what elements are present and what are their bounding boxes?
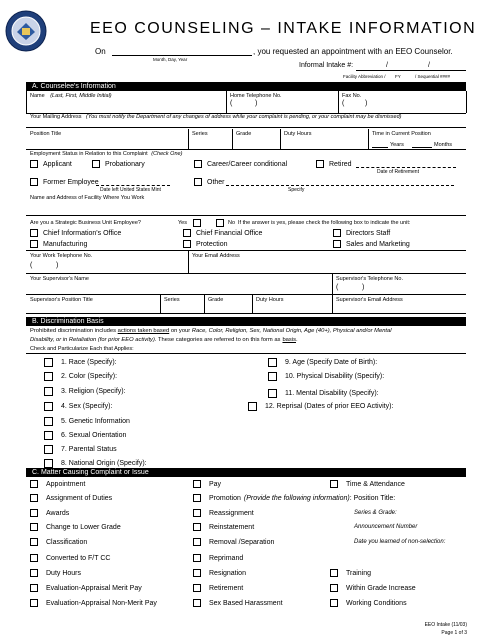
intro-emphasis: actions taken based xyxy=(117,328,170,334)
issue-label: Pay xyxy=(209,480,222,488)
intro-part: Prohibited discrimination includes xyxy=(30,328,117,334)
fax-close-paren: ) xyxy=(365,100,368,107)
checkbox-box[interactable] xyxy=(44,417,53,426)
intro-period: . xyxy=(296,337,298,343)
issue-label: Assignment of Duties xyxy=(46,494,113,502)
section-a-header: A. Counselee's Information xyxy=(26,82,466,91)
checkbox-box[interactable] xyxy=(44,459,53,468)
issue-merit-pay-checkbox[interactable] xyxy=(30,584,142,592)
checkbox-box[interactable] xyxy=(92,160,100,168)
check-one-hint: (Check One) xyxy=(151,151,183,157)
strategic-no-label: No xyxy=(228,220,236,226)
months-field[interactable] xyxy=(412,147,432,148)
checkbox-box[interactable] xyxy=(248,402,257,411)
basis-label: 7. Parental Status xyxy=(61,446,117,453)
strategic-yes-label: Yes xyxy=(178,220,187,226)
applicant-label: Applicant xyxy=(43,160,72,168)
promotion-hint: (Provide the following information) xyxy=(243,494,350,502)
checkbox-box[interactable] xyxy=(30,538,38,546)
checkbox-box[interactable] xyxy=(193,523,201,531)
intro-bases-2: Disability, or in Retaliation (for prior EEO activity). xyxy=(30,337,157,343)
form-identifier: EEO Intake (11/03) xyxy=(424,622,467,628)
specify-caption: Specify xyxy=(288,187,305,193)
checkbox-box[interactable] xyxy=(193,569,201,577)
unit-label: Directors Staff xyxy=(346,229,391,237)
basis-label: 3. Religion (Specify): xyxy=(61,388,126,395)
strategic-question: Are you a Strategic Business Unit Employee? xyxy=(30,220,141,226)
issue-label: Promotion xyxy=(209,494,241,502)
unit-checkbox-cio[interactable] xyxy=(30,229,121,237)
home-phone-field[interactable] xyxy=(235,100,330,110)
issue-label: Evaluation-Appraisal Non-Merit Pay xyxy=(46,599,157,607)
promotion-tail: : Position Title: xyxy=(349,494,396,502)
page-number: Page 1 of 3 xyxy=(441,630,467,636)
date-of-retirement-caption: Date of Retirement xyxy=(377,169,419,175)
issue-label: Reinstatement xyxy=(209,523,255,531)
checkbox-box[interactable] xyxy=(44,387,53,396)
appointment-date-field[interactable] xyxy=(112,55,252,56)
basis-reprisal-checkbox[interactable] xyxy=(248,402,393,411)
checkbox-box[interactable] xyxy=(193,509,201,517)
intro-line-1 xyxy=(30,327,466,336)
checkbox-box[interactable] xyxy=(268,358,277,367)
duty-hours-label: Duty Hours xyxy=(284,131,312,137)
supervisor-email-label: Supervisor's Email Address xyxy=(336,297,403,303)
name-label xyxy=(30,93,112,99)
checkbox-box[interactable] xyxy=(30,569,38,577)
mailing-address-label xyxy=(30,114,402,120)
issue-label: Reprimand xyxy=(209,554,244,562)
unit-checkbox-sales[interactable] xyxy=(333,240,410,248)
intake-slash-2: / xyxy=(428,62,430,69)
position-title-label: Position Title xyxy=(30,131,62,137)
series-label: Series xyxy=(192,131,208,137)
checkbox-box[interactable] xyxy=(30,523,38,531)
employment-status-text: Employment Status in Relation to this Complaint xyxy=(30,151,148,157)
section-c-header: C. Matter Causing Complaint or Issue xyxy=(26,468,466,477)
former-employee-checkbox[interactable] xyxy=(30,178,99,186)
issue-promotion-checkbox[interactable] xyxy=(193,494,395,502)
unit-checkbox-cfo[interactable] xyxy=(183,229,262,237)
basis-sex-checkbox[interactable] xyxy=(44,402,112,411)
intro-part: These categories are referred to on this form as xyxy=(158,337,281,343)
issue-label: Evaluation-Appraisal Merit Pay xyxy=(46,584,142,592)
strategic-tail: If the answer is yes, please check the following box to indicate the unit: xyxy=(238,220,411,226)
supervisor-name-label: Your Supervisor's Name xyxy=(30,276,89,282)
checkbox-box[interactable] xyxy=(30,240,38,248)
email-label: Your Email Address xyxy=(192,253,240,259)
issue-label: Removal /Separation xyxy=(209,538,275,546)
basis-label: 11. Mental Disability (Specify): xyxy=(285,390,379,397)
grade-label: Grade xyxy=(236,131,252,137)
facility-name-field[interactable] xyxy=(30,202,460,212)
basis-label: 5. Genetic Information xyxy=(61,418,130,425)
former-employee-label: Former Employee xyxy=(43,178,99,186)
issue-label: Within Grade Increase xyxy=(346,584,416,592)
checkbox-box[interactable] xyxy=(30,480,38,488)
basis-label: 8. National Origin (Specify): xyxy=(61,460,147,467)
email-field[interactable] xyxy=(192,262,462,271)
basis-national-origin-checkbox[interactable] xyxy=(44,459,147,468)
intro-bases: Race, Color, Religion, Sex, National Origin, Age (40+), Physical and/or Mental xyxy=(191,328,392,334)
intro-part: on your xyxy=(170,328,191,334)
checkbox-box[interactable] xyxy=(193,584,201,592)
checkbox-box[interactable] xyxy=(193,599,201,607)
supervisor-grade-label: Grade xyxy=(208,297,224,303)
retired-label: Retired xyxy=(329,160,352,168)
basis-color-checkbox[interactable] xyxy=(44,372,117,381)
checkbox-box[interactable] xyxy=(30,229,38,237)
checkbox-box[interactable] xyxy=(30,584,38,592)
supervisor-phone-field[interactable] xyxy=(341,284,459,293)
issue-non-merit-pay-checkbox[interactable] xyxy=(30,599,157,607)
name-label-text: Name xyxy=(30,93,45,99)
issue-label: Reassignment xyxy=(209,509,254,517)
basis-label: 12. Reprisal (Dates of prior EEO Activity): xyxy=(265,403,394,410)
basis-label: 10. Physical Disability (Specify): xyxy=(285,373,385,380)
series-grade-label: Series & Grade: xyxy=(354,510,397,516)
informal-intake-label: Informal Intake #: xyxy=(299,62,354,69)
checkbox-box[interactable] xyxy=(193,554,201,562)
strategic-no-checkbox[interactable] xyxy=(216,219,224,227)
checkbox-box[interactable] xyxy=(44,431,53,440)
facility-name-label: Name and Address of Facility Where You Work xyxy=(30,195,145,201)
issue-within-grade-checkbox[interactable] xyxy=(330,584,416,592)
issue-label: Awards xyxy=(46,509,70,517)
checkbox-box[interactable] xyxy=(183,229,191,237)
basis-religion-checkbox[interactable] xyxy=(44,387,126,396)
issue-duty-hours-checkbox[interactable] xyxy=(30,569,81,577)
basis-label: 2. Color (Specify): xyxy=(61,373,118,380)
other-checkbox[interactable] xyxy=(194,178,225,186)
work-phone-close-paren: ) xyxy=(56,262,59,269)
months-label: Months xyxy=(434,142,453,148)
issue-label: Sex Based Harassment xyxy=(209,599,283,607)
strategic-yes-checkbox[interactable] xyxy=(193,219,201,227)
other-label: Other xyxy=(207,178,225,186)
date-left-field[interactable] xyxy=(96,185,170,186)
facility-caption: Facility Abbreviation / xyxy=(343,74,386,79)
sequential-caption: / Sequential #### xyxy=(415,74,451,79)
basis-label: 1. Race (Specify): xyxy=(61,359,117,366)
mailing-address-hint: (You must notify the Department of any changes of address while your complaint is pending, or your complaint may be dismissed) xyxy=(86,114,402,120)
unit-label: Sales and Marketing xyxy=(346,240,410,248)
years-field[interactable] xyxy=(372,147,388,148)
issue-assignment-checkbox[interactable] xyxy=(30,494,112,502)
basis-race-checkbox[interactable] xyxy=(44,358,117,367)
issue-label: Classification xyxy=(46,538,88,546)
fax-open-paren: ( xyxy=(342,100,345,107)
employment-status-label xyxy=(30,151,182,157)
mailing-address-text: Your Mailing Address xyxy=(30,114,82,120)
treasury-seal-logo xyxy=(5,10,47,52)
probationary-label: Probationary xyxy=(105,160,145,168)
time-in-position-label: Time in Current Position xyxy=(372,131,431,137)
issue-working-conditions-checkbox[interactable] xyxy=(330,599,407,607)
basis-genetic-checkbox[interactable] xyxy=(44,417,130,426)
name-hint: (Last, First, Middle Initial) xyxy=(50,93,112,99)
date-learned-label: Date you learned of non-selection: xyxy=(354,539,446,545)
checkbox-box[interactable] xyxy=(194,178,202,186)
unit-label: Manufacturing xyxy=(43,240,88,248)
checkbox-box[interactable] xyxy=(30,509,38,517)
supervisor-name-field[interactable] xyxy=(30,284,325,293)
issue-awards-checkbox[interactable] xyxy=(30,509,69,517)
fax-label: Fax No. xyxy=(342,93,362,99)
section-b-header: B. Discrimination Basis xyxy=(26,317,466,326)
probationary-checkbox[interactable] xyxy=(92,160,145,168)
supervisor-phone-close-paren: ) xyxy=(362,284,365,291)
work-phone-field[interactable] xyxy=(35,262,180,271)
issue-label: Converted to F/T CC xyxy=(46,554,111,562)
issue-classification-checkbox[interactable] xyxy=(30,538,87,546)
unit-label: Protection xyxy=(196,240,228,248)
supervisor-series-label: Series xyxy=(164,297,180,303)
date-left-caption: Date left United States Mint xyxy=(100,187,161,193)
supervisor-phone-open-paren: ( xyxy=(336,284,339,291)
basis-label: 9. Age (Specify Date of Birth): xyxy=(285,359,378,366)
checkbox-box[interactable] xyxy=(330,480,338,488)
work-phone-open-paren: ( xyxy=(30,262,33,269)
checkbox-box[interactable] xyxy=(44,358,53,367)
home-phone-label: Home Telephone No. xyxy=(230,93,282,99)
other-specify-field[interactable] xyxy=(226,185,454,186)
applicant-checkbox[interactable] xyxy=(30,160,72,168)
checkbox-box[interactable] xyxy=(30,599,38,607)
announcement-number-label: Announcement Number xyxy=(354,524,418,530)
intake-slash-1: / xyxy=(386,62,388,69)
checkbox-box[interactable] xyxy=(333,240,341,248)
basis-parental-checkbox[interactable] xyxy=(44,445,117,454)
issue-label: Duty Hours xyxy=(46,569,82,577)
retired-checkbox[interactable] xyxy=(316,160,352,168)
checkbox-box[interactable] xyxy=(193,538,201,546)
fy-caption: FY xyxy=(395,74,401,79)
basis-label: 4. Sex (Specify): xyxy=(61,403,113,410)
home-phone-open-paren: ( xyxy=(230,100,233,107)
issue-label: Retirement xyxy=(209,584,244,592)
issue-reprimand-checkbox[interactable] xyxy=(193,554,243,562)
issue-harassment-checkbox[interactable] xyxy=(193,599,283,607)
checkbox-box[interactable] xyxy=(30,494,38,502)
supervisor-duty-label: Duty Hours xyxy=(256,297,284,303)
issue-pay-checkbox[interactable] xyxy=(193,480,221,488)
checkbox-box[interactable] xyxy=(44,372,53,381)
basis-physical-checkbox[interactable] xyxy=(268,372,384,381)
checkbox-box[interactable] xyxy=(330,599,338,607)
basis-age-checkbox[interactable] xyxy=(268,358,377,367)
checkbox-box[interactable] xyxy=(330,584,338,592)
checkbox-box[interactable] xyxy=(30,178,38,186)
issue-removal-checkbox[interactable] xyxy=(193,538,274,546)
checkbox-box[interactable] xyxy=(268,372,277,381)
issue-label: Training xyxy=(346,569,372,577)
date-caption: Month, Day, Year xyxy=(153,57,188,62)
issue-label: Change to Lower Grade xyxy=(46,523,121,531)
supervisor-position-label: Supervisor's Position Title xyxy=(30,297,93,303)
checkbox-box[interactable] xyxy=(193,480,201,488)
checkbox-box[interactable] xyxy=(268,389,277,398)
checkbox-box[interactable] xyxy=(333,229,341,237)
issue-time-attendance-checkbox[interactable] xyxy=(330,480,405,488)
checkbox-box[interactable] xyxy=(316,160,324,168)
checkbox-box[interactable] xyxy=(194,160,202,168)
issue-label: Time & Attendance xyxy=(346,480,405,488)
checkbox-box[interactable] xyxy=(30,554,38,562)
intro-line-2 xyxy=(30,336,466,345)
career-label: Career/Career conditional xyxy=(207,160,288,168)
issue-appointment-checkbox[interactable] xyxy=(30,480,85,488)
years-label: Years xyxy=(390,142,404,148)
issue-reinstatement-checkbox[interactable] xyxy=(193,523,254,531)
retirement-date-field[interactable] xyxy=(356,167,456,168)
basis-orientation-checkbox[interactable] xyxy=(44,431,126,440)
fax-field[interactable] xyxy=(347,100,457,110)
issue-lower-grade-checkbox[interactable] xyxy=(30,523,121,531)
informal-intake-field[interactable] xyxy=(356,70,466,71)
issue-resignation-checkbox[interactable] xyxy=(193,569,246,577)
basis-mental-checkbox[interactable] xyxy=(268,389,379,398)
supervisor-phone-label: Supervisor's Telephone No. xyxy=(336,276,403,282)
unit-checkbox-protection[interactable] xyxy=(183,240,228,248)
checkbox-box[interactable] xyxy=(183,240,191,248)
checkbox-box[interactable] xyxy=(193,494,201,502)
work-phone-label: Your Work Telephone No. xyxy=(30,253,93,259)
unit-label: Chief Financial Office xyxy=(196,229,263,237)
issue-label: Appointment xyxy=(46,480,86,488)
issue-retirement-checkbox[interactable] xyxy=(193,584,243,592)
issue-converted-checkbox[interactable] xyxy=(30,554,110,562)
issue-training-checkbox[interactable] xyxy=(330,569,371,577)
checkbox-box[interactable] xyxy=(30,160,38,168)
career-checkbox[interactable] xyxy=(194,160,287,168)
unit-checkbox-directors[interactable] xyxy=(333,229,390,237)
basis-label: 6. Sexual Orientation xyxy=(61,432,127,439)
unit-checkbox-manufacturing[interactable] xyxy=(30,240,87,248)
discrimination-intro xyxy=(30,327,466,345)
checkbox-box[interactable] xyxy=(44,402,53,411)
home-phone-close-paren: ) xyxy=(255,100,258,107)
form-title: EEO COUNSELING – INTAKE INFORMATION xyxy=(90,20,477,37)
issue-label: Working Conditions xyxy=(346,599,407,607)
name-field[interactable] xyxy=(30,100,220,110)
check-particularize-label: Check and Particularize Each that Applies: xyxy=(30,346,134,352)
on-tail: , you requested an appointment with an EEO Counselor. xyxy=(253,47,453,56)
intro-basis-term: basis xyxy=(282,337,296,343)
unit-label: Chief Information's Office xyxy=(43,229,122,237)
on-label: On xyxy=(95,47,106,56)
checkbox-box[interactable] xyxy=(330,569,338,577)
issue-label: Resignation xyxy=(209,569,246,577)
issue-reassignment-checkbox[interactable] xyxy=(193,509,254,517)
checkbox-box[interactable] xyxy=(44,445,53,454)
